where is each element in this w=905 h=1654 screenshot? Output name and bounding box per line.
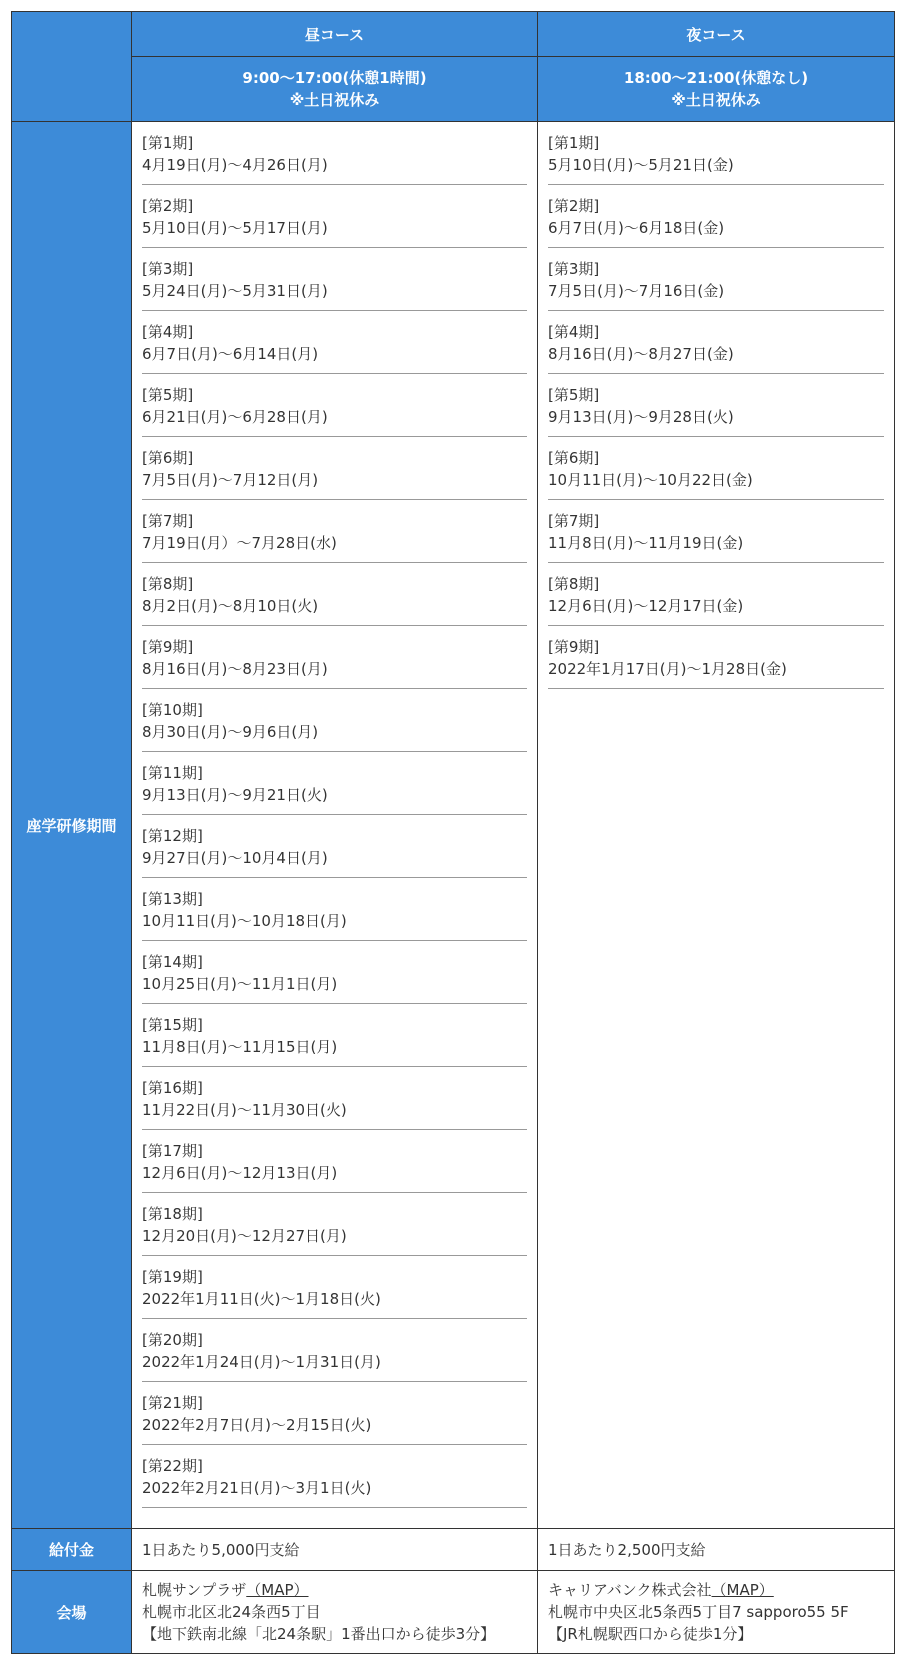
day-period-label: [第9期] — [142, 638, 194, 656]
night-period-item — [548, 508, 884, 563]
period-row — [12, 122, 895, 1529]
day-period-dates: 7月19日(月）〜7月28日(水) — [142, 534, 337, 552]
day-period-item — [142, 1390, 527, 1445]
day-period-label: [第21期] — [142, 1394, 203, 1412]
night-course-title: 夜コース — [538, 12, 895, 57]
night-period-dates: 9月13日(月)〜9月28日(火) — [548, 408, 734, 426]
day-period-dates: 11月8日(月)〜11月15日(月) — [142, 1038, 338, 1056]
day-period-dates: 2022年1月11日(火)〜1月18日(火) — [142, 1290, 381, 1308]
night-period-item — [548, 382, 884, 437]
night-period-dates: 7月5日(月)〜7月16日(金) — [548, 282, 725, 300]
night-period-label: [第3期] — [548, 260, 600, 278]
day-period-label: [第6期] — [142, 449, 194, 467]
day-period-dates: 5月10日(月)〜5月17日(月) — [142, 219, 328, 237]
night-period-label: [第9期] — [548, 638, 600, 656]
night-period-item — [548, 445, 884, 500]
day-period-item — [142, 130, 527, 185]
day-periods-cell — [132, 122, 538, 1529]
day-period-item — [142, 1138, 527, 1193]
day-period-dates: 4月19日(月)〜4月26日(月) — [142, 156, 328, 174]
course-schedule-table — [11, 11, 895, 1654]
day-period-label: [第3期] — [142, 260, 194, 278]
night-period-label: [第1期] — [548, 134, 600, 152]
night-period-dates: 5月10日(月)〜5月21日(金) — [548, 156, 734, 174]
day-period-label: [第5期] — [142, 386, 194, 404]
day-period-dates: 10月25日(月)〜11月1日(月) — [142, 975, 338, 993]
day-course-note: ※土日祝休み — [289, 91, 380, 109]
payment-row — [12, 1529, 895, 1571]
day-period-label: [第10期] — [142, 701, 203, 719]
day-period-dates: 12月6日(月)〜12月13日(月) — [142, 1164, 338, 1182]
day-venue-access: 【地下鉄南北線「北24条駅」1番出口から徒歩3分】 — [142, 1625, 496, 1643]
night-course-time-cell — [538, 57, 895, 122]
day-period-label: [第20期] — [142, 1331, 203, 1349]
night-payment: 1日あたり2,500円支給 — [538, 1529, 895, 1571]
day-course-title: 昼コース — [132, 12, 538, 57]
night-period-dates: 10月11日(月)〜10月22日(金) — [548, 471, 753, 489]
day-period-item — [142, 319, 527, 374]
day-period-label: [第4期] — [142, 323, 194, 341]
night-period-label: [第4期] — [548, 323, 600, 341]
night-period-dates: 8月16日(月)〜8月27日(金) — [548, 345, 734, 363]
venue-row — [12, 1571, 895, 1654]
night-venue-name-line — [548, 1579, 884, 1601]
day-period-label: [第2期] — [142, 197, 194, 215]
night-venue-map-link[interactable]: （MAP） — [711, 1581, 774, 1599]
day-course-time-cell — [132, 57, 538, 122]
day-period-dates: 2022年1月24日(月)〜1月31日(月) — [142, 1353, 381, 1371]
day-period-label: [第11期] — [142, 764, 203, 782]
day-period-dates: 8月2日(月)〜8月10日(火) — [142, 597, 319, 615]
day-period-dates: 9月13日(月)〜9月21日(火) — [142, 786, 328, 804]
header-title-row — [12, 12, 895, 57]
day-period-dates: 2022年2月21日(月)〜3月1日(火) — [142, 1479, 372, 1497]
day-venue-cell — [132, 1571, 538, 1654]
venue-row-label: 会場 — [12, 1571, 132, 1654]
day-period-dates: 10月11日(月)〜10月18日(月) — [142, 912, 347, 930]
night-venue-address: 札幌市中央区北5条西5丁目7 sapporo55 5F — [548, 1603, 849, 1621]
night-venue-access: 【JR札幌駅西口から徒歩1分】 — [548, 1625, 753, 1643]
day-period-label: [第18期] — [142, 1205, 203, 1223]
day-period-label: [第19期] — [142, 1268, 203, 1286]
day-period-item — [142, 508, 527, 563]
day-period-label: [第17期] — [142, 1142, 203, 1160]
day-period-item — [142, 1201, 527, 1256]
day-period-dates: 5月24日(月)〜5月31日(月) — [142, 282, 328, 300]
day-period-item — [142, 571, 527, 626]
day-period-label: [第22期] — [142, 1457, 203, 1475]
night-period-item — [548, 319, 884, 374]
night-period-label: [第7期] — [548, 512, 600, 530]
night-period-item — [548, 193, 884, 248]
night-period-dates: 6月7日(月)〜6月18日(金) — [548, 219, 725, 237]
day-period-dates: 11月22日(月)〜11月30日(火) — [142, 1101, 347, 1119]
night-period-item — [548, 256, 884, 311]
night-period-label: [第6期] — [548, 449, 600, 467]
day-period-item — [142, 193, 527, 248]
night-period-dates: 11月8日(月)〜11月19日(金) — [548, 534, 744, 552]
day-period-label: [第7期] — [142, 512, 194, 530]
day-period-label: [第16期] — [142, 1079, 203, 1097]
night-period-item — [548, 634, 884, 689]
day-period-item — [142, 445, 527, 500]
day-period-label: [第12期] — [142, 827, 203, 845]
day-period-item — [142, 1327, 527, 1382]
day-period-item — [142, 1012, 527, 1067]
day-period-item — [142, 949, 527, 1004]
day-period-item — [142, 256, 527, 311]
payment-row-label: 給付金 — [12, 1529, 132, 1571]
day-venue-address: 札幌市北区北24条西5丁目 — [142, 1603, 321, 1621]
day-period-item — [142, 823, 527, 878]
night-period-dates: 12月6日(月)〜12月17日(金) — [548, 597, 744, 615]
night-venue-cell — [538, 1571, 895, 1654]
night-course-time: 18:00〜21:00(休憩なし) — [623, 69, 809, 87]
night-period-label: [第8期] — [548, 575, 600, 593]
day-venue-name: 札幌サンプラザ — [142, 1581, 247, 1599]
day-period-dates: 8月16日(月)〜8月23日(月) — [142, 660, 328, 678]
day-course-time: 9:00〜17:00(休憩1時間) — [242, 69, 427, 87]
day-period-item — [142, 1453, 527, 1508]
day-period-item — [142, 1075, 527, 1130]
day-period-label: [第15期] — [142, 1016, 203, 1034]
day-venue-name-line — [142, 1579, 527, 1601]
night-period-dates: 2022年1月17日(月)〜1月28日(金) — [548, 660, 787, 678]
day-period-dates: 6月7日(月)〜6月14日(月) — [142, 345, 319, 363]
header-corner-cell — [12, 12, 132, 122]
day-period-item — [142, 760, 527, 815]
day-period-dates: 2022年2月7日(月)〜2月15日(火) — [142, 1416, 372, 1434]
day-period-label: [第1期] — [142, 134, 194, 152]
night-periods-cell — [538, 122, 895, 1529]
day-period-dates: 6月21日(月)〜6月28日(月) — [142, 408, 328, 426]
night-period-label: [第5期] — [548, 386, 600, 404]
night-period-item — [548, 571, 884, 626]
day-period-dates: 7月5日(月)〜7月12日(月) — [142, 471, 319, 489]
day-period-label: [第14期] — [142, 953, 203, 971]
day-period-dates: 9月27日(月)〜10月4日(月) — [142, 849, 328, 867]
night-period-label: [第2期] — [548, 197, 600, 215]
day-period-dates: 8月30日(月)〜9月6日(月) — [142, 723, 319, 741]
day-period-item — [142, 634, 527, 689]
day-period-item — [142, 382, 527, 437]
day-payment: 1日あたり5,000円支給 — [132, 1529, 538, 1571]
day-period-item — [142, 886, 527, 941]
night-period-item — [548, 130, 884, 185]
header-time-row — [12, 57, 895, 122]
period-row-label: 座学研修期間 — [12, 122, 132, 1529]
day-period-label: [第8期] — [142, 575, 194, 593]
day-period-dates: 12月20日(月)〜12月27日(月) — [142, 1227, 347, 1245]
night-course-note: ※土日祝休み — [671, 91, 761, 109]
day-period-item — [142, 1264, 527, 1319]
night-venue-name: キャリアバンク株式会社 — [548, 1581, 712, 1599]
day-period-label: [第13期] — [142, 890, 203, 908]
day-venue-map-link[interactable]: （MAP） — [246, 1581, 309, 1599]
day-period-item — [142, 697, 527, 752]
